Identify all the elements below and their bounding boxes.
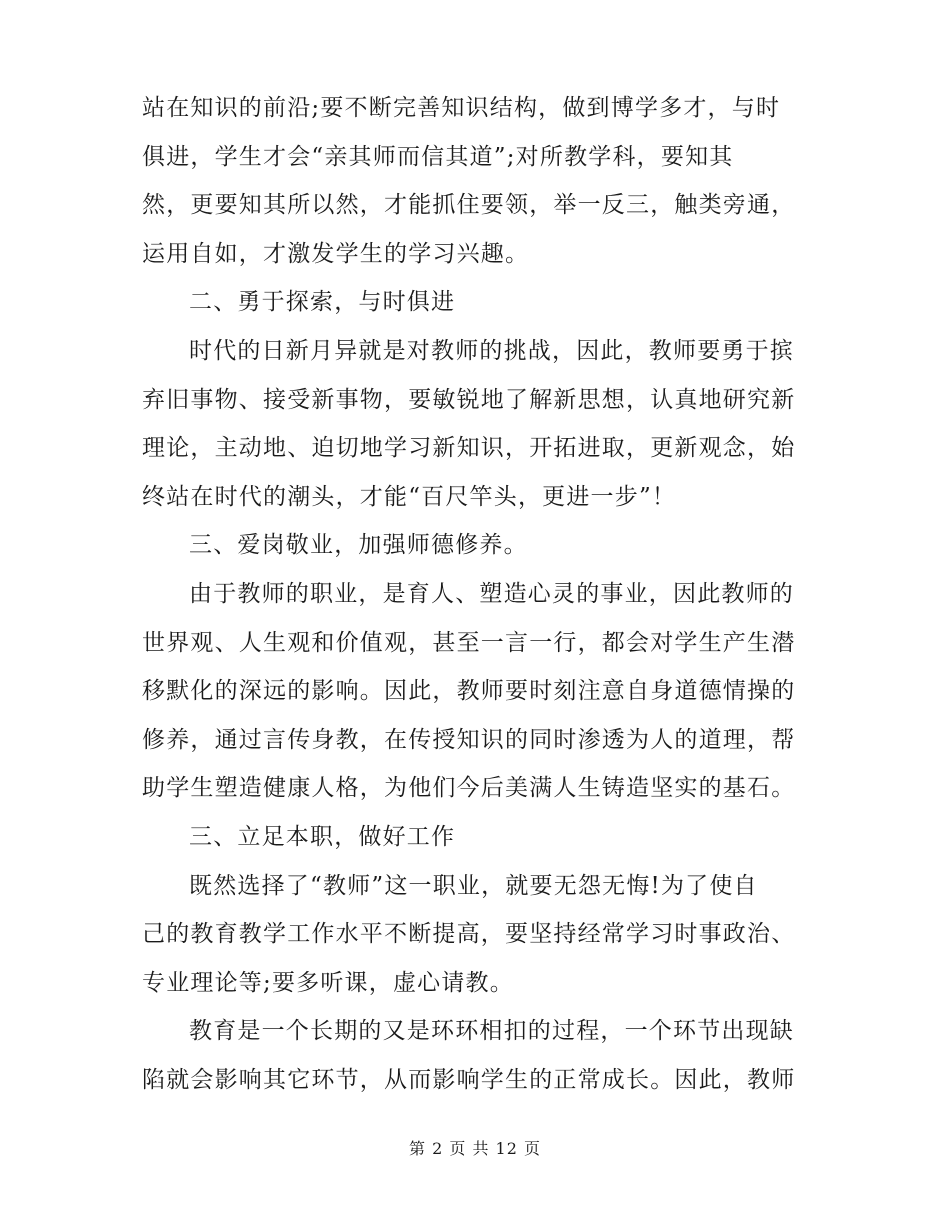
- text-line: 三、爱岗敬业，加强师德修养。: [189, 532, 528, 559]
- text-line: 世界观、人生观和价值观，甚至一言一行，都会对学生产生潜: [142, 629, 796, 656]
- text-line: 既然选择了“教师”这一职业，就要无怨无悔!为了使自: [189, 872, 758, 899]
- text-line: 三、立足本职，做好工作: [189, 823, 456, 850]
- text-line: 陷就会影响其它环节，从而影响学生的正常成长。因此，教师: [142, 1066, 796, 1093]
- text-line: 时代的日新月异就是对教师的挑战，因此，教师要勇于摈: [189, 337, 794, 364]
- text-line: 修养，通过言传身教，在传授知识的同时渗透为人的道理，帮: [142, 726, 796, 753]
- text-line: 由于教师的职业，是育人、塑造心灵的事业，因此教师的: [189, 580, 794, 607]
- text-line: 二、勇于探索，与时俱进: [189, 289, 456, 316]
- text-line: 然，更要知其所以然，才能抓住要领，举一反三，触类旁通，: [142, 192, 796, 219]
- text-line: 终站在时代的潮头，才能“百尺竿头，更进一步”！: [142, 483, 677, 510]
- text-line: 助学生塑造健康人格，为他们今后美满人生铸造坚实的基石。: [142, 775, 796, 802]
- text-line: 己的教育教学工作水平不断提高，要坚持经常学习时事政治、: [142, 921, 796, 948]
- text-line: 移默化的深远的影响。因此，教师要时刻注意自身道德情操的: [142, 678, 796, 705]
- page-number-footer: 第 2 页 共 12 页: [409, 1139, 541, 1158]
- text-line: 俱进，学生才会“亲其师而信其道”;对所教学科，要知其: [142, 143, 734, 170]
- text-line: 站在知识的前沿;要不断完善知识结构，做到博学多才，与时: [142, 95, 781, 121]
- document-body: [142, 84, 810, 1104]
- text-line: 运用自如，才激发学生的学习兴趣。: [142, 240, 530, 267]
- text-line: 理论，主动地、迫切地学习新知识，开拓进取，更新观念，始: [142, 435, 796, 462]
- text-line: 弃旧事物、接受新事物，要敏锐地了解新思想，认真地研究新: [142, 386, 796, 413]
- text-line: 教育是一个长期的又是环环相扣的过程，一个环节出现缺: [189, 1018, 794, 1045]
- text-line: 专业理论等;要多听课，虚心请教。: [142, 969, 514, 996]
